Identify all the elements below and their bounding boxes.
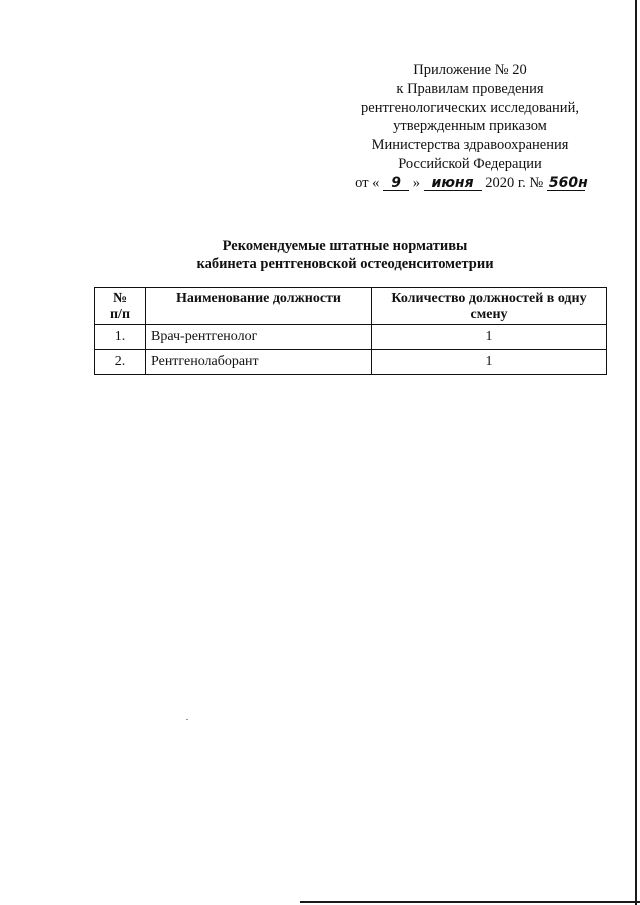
document-title bbox=[160, 237, 530, 273]
table-row bbox=[95, 325, 607, 350]
row-position: Врач-рентгенолог bbox=[146, 325, 372, 350]
year-text: 2020 г. № bbox=[485, 174, 544, 191]
page-edge-bottom bbox=[300, 901, 640, 903]
title-line-2: кабинета рентгеновской остеоденситометрии bbox=[196, 256, 494, 272]
title-line-1: Рекомендуемые штатные нормативы bbox=[222, 238, 468, 254]
handwritten-month: июня bbox=[424, 176, 482, 191]
handwritten-order-number: 560н bbox=[548, 174, 588, 191]
table-header-row bbox=[95, 288, 607, 325]
row-position: Рентгенолаборант bbox=[146, 350, 372, 375]
header-line-research: рентгенологических исследований, bbox=[361, 99, 579, 116]
page-edge-right bbox=[635, 0, 637, 905]
handwritten-day: 9 bbox=[383, 176, 409, 191]
header-line-rules: к Правилам проведения bbox=[396, 80, 544, 97]
table-row bbox=[95, 350, 607, 375]
header-line-approved: утвержденным приказом bbox=[393, 118, 547, 135]
date-prefix: от « bbox=[355, 174, 380, 191]
staffing-table bbox=[94, 287, 607, 375]
header-line-federation: Российской Федерации bbox=[398, 155, 542, 172]
appendix-number: Приложение № 20 bbox=[413, 62, 527, 78]
header-line-ministry: Министерства здравоохранения bbox=[371, 137, 569, 154]
row-number: 1. bbox=[95, 325, 146, 350]
row-quantity: 1 bbox=[372, 325, 607, 350]
row-quantity: 1 bbox=[372, 350, 607, 375]
row-number: 2. bbox=[95, 350, 146, 375]
col-header-number: № п/п bbox=[95, 288, 146, 325]
col-header-position: Наименование должности bbox=[146, 288, 372, 325]
date-mid: » bbox=[412, 174, 420, 191]
col-header-quantity: Количество должностей в одну смену bbox=[372, 288, 607, 325]
appendix-header bbox=[335, 61, 605, 193]
order-date-line bbox=[335, 174, 605, 193]
scan-speck bbox=[186, 719, 188, 720]
